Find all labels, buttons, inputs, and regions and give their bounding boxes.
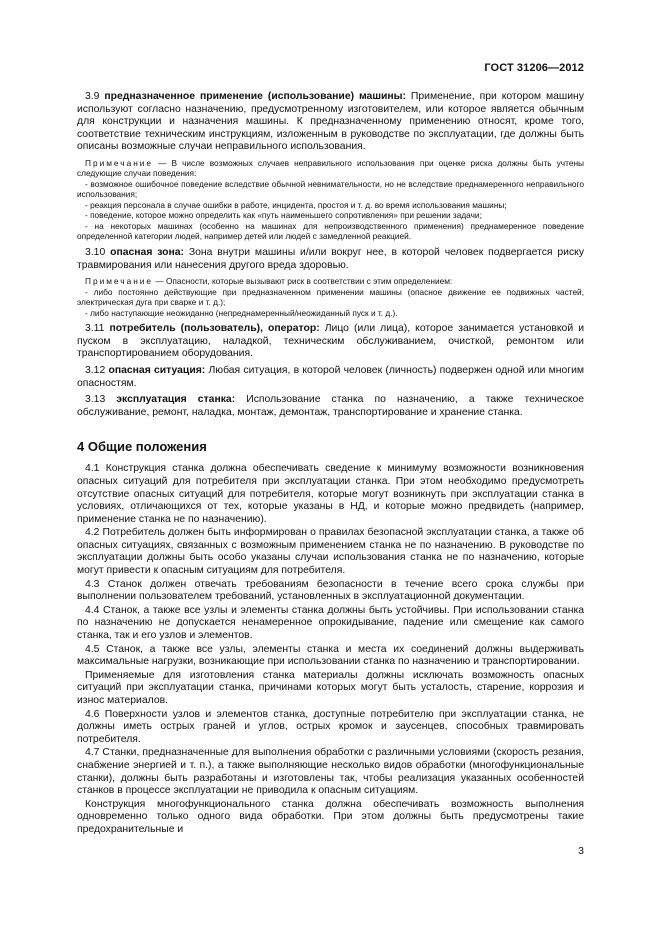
standard-header: ГОСТ 31206—2012	[484, 62, 584, 74]
note-label: Примечание	[85, 276, 154, 287]
note-3-9	[77, 158, 584, 242]
definition-3-11	[77, 323, 584, 361]
definition-text: Лицо (или лица), которое занимается установкой и пуском в эксплуатацию, наладкой, техническим обслуживанием, очисткой, ремонтом или транспортированием оборудования.	[77, 323, 584, 360]
page-number: 3	[578, 845, 584, 857]
definition-term: опасная ситуация:	[108, 364, 206, 376]
definition-text: Любая ситуация, в которой человек (личность) подвержен одной или многим опасностям.	[77, 364, 585, 389]
note-item: - либо постоянно действующие при предназначенном применении машины (опасное движение ее подвижных частей, электрическая дуга при сварке и т. д.);	[77, 286, 584, 308]
definition-term: эксплуатация станка:	[116, 394, 236, 406]
definition-3-9	[77, 91, 584, 154]
definition-term: опасная зона:	[110, 246, 185, 258]
note-item: - реакция персонала в случае ошибки в работе, инцидента, простоя и т. д. во время использования машины;	[85, 199, 507, 210]
note-item: - либо наступающие неожиданно (непреднамеренный/неожиданный пуск и т. д.).	[85, 307, 398, 318]
section-paragraph: Конструкция многофункционального станка должна обеспечивать возможность выполнения одновременно только одного вида обработки. При этом должны быть предусмотрены такие предохранительные и	[77, 798, 584, 835]
section-paragraph: 4.1 Конструкция станка должна обеспечивать сведение к минимуму возможности возникновения опасных ситуаций для потребителя при эксплуатации станка. При этом необходимо предусмотреть отсутствие опасных ситуаций для потребителя, которые могут возникнуть при эксплуатации станка в условиях, отличающихся от тех, которые указаны в НД, и которые можно предвидеть (например, применение станка не по назначению).	[77, 463, 584, 525]
definition-number: 3.11	[85, 323, 105, 335]
definition-text: Использование станка по назначению, а также техническое обслуживание, ремонт, наладка, монтаж, демонтаж, транспортирование и хранение станка.	[77, 394, 584, 418]
definition-number: 3.10	[85, 246, 106, 258]
definition-3-13	[77, 394, 584, 419]
note-intro: Примечание — В числе возможных случаев неправильного использования при оценке риска должны быть учтены следующие случаи поведения:	[77, 157, 584, 179]
section-paragraph: Применяемые для изготовления станка материалы должны исключать возможность опасных ситуаций при эксплуатации станка, причинами которых могут быть усталость, старение, коррозия и износ материалов.	[77, 669, 584, 706]
note-item: - на некоторых машинах (особенно на машинах для непроизводственного применения) преднамеренное поведение определенной категории людей, например детей или людей с замедленной реакцией.	[77, 220, 584, 242]
definition-text: Применение, при котором машину используют согласно назначению, предусмотренному изготовителем, или которое является обычным для конструкции и назначения машины. К предназначенному применению относят, кроме того, соответствие техническим инструкциям, изложенным в руководстве по эксплуатации, где должны быть описаны возможные случаи неправильного использования.	[77, 91, 584, 153]
definition-3-12	[77, 365, 584, 390]
definition-number: 3.9	[85, 91, 100, 102]
definition-term: потребитель (пользователь), оператор:	[109, 323, 320, 335]
section-paragraph: 4.4 Станок, а также все узлы и элементы станка должны быть устойчивы. При использовании станка по назначению не допускается ненамеренное опрокидывание, падение или смещение как самого станка, так и его узлов и элементов.	[77, 604, 584, 642]
note-item: - поведение, которое можно определить как «путь наименьшего сопротивления» при решении задачи;	[85, 210, 482, 221]
note-label: Примечание	[85, 157, 154, 168]
note-intro: Примечание — Опасности, которые вызывают риск в соответствии с этим определением:	[85, 276, 453, 287]
section-paragraph: 4.2 Потребитель должен быть информирован о правилах безопасной эксплуатации станка, а также об опасных ситуациях, связанных с возможным применением станка не по назначению. В руководстве по эксплуатации должны быть особо указаны случаи использования станка не по назначению, которые могут привести к опасным ситуациям для потребителя.	[77, 527, 584, 577]
section-paragraph: 4.5 Станок, а также все узлы, элементы станка и места их соединений должны выдерживать максимальные нагрузки, возникающие при использовании станка по назначению и транспортировании.	[77, 643, 584, 668]
definition-number: 3.12	[85, 364, 106, 376]
definition-number: 3.13	[85, 394, 106, 406]
note-item: - возможное ошибочное поведение вследствие обычной невнимательности, но не вследствие преднамеренного неправильного использования;	[77, 178, 584, 200]
page-content	[77, 91, 584, 838]
section-paragraph: 4.6 Поверхности узлов и элементов станка, доступные потребителю при эксплуатации станка, не должны иметь острых граней и углов, острых кромок и заусенцев, способных травмировать потребителя.	[77, 708, 584, 745]
definition-term: предназначенное применение (использование) машины:	[104, 91, 406, 102]
section-paragraph: 4.7 Станки, предназначенные для выполнения обработки с различными условиями (скорость резания, снабжение энергией и т. п.), а также выполняющие несколько видов обработки (многофункциональные станки), должны быть разработаны и изготовлены так, чтобы реализация указанных особенностей станков в процессе эксплуатации не приводила к опасным ситуациям.	[77, 747, 584, 797]
definition-3-10	[77, 247, 584, 272]
section-heading: 4 Общие положения	[77, 439, 207, 455]
definition-text: Зона внутри машины и/или вокруг нее, в которой человек подвергается риску травмирования или нанесения другого вреда здоровью.	[77, 246, 585, 271]
section-paragraph: 4.3 Станок должен отвечать требованиям безопасности в течение всего срока службы при выполнении пользователем требований, установленных в эксплуатационной документации.	[77, 578, 584, 603]
note-3-10	[77, 276, 584, 318]
